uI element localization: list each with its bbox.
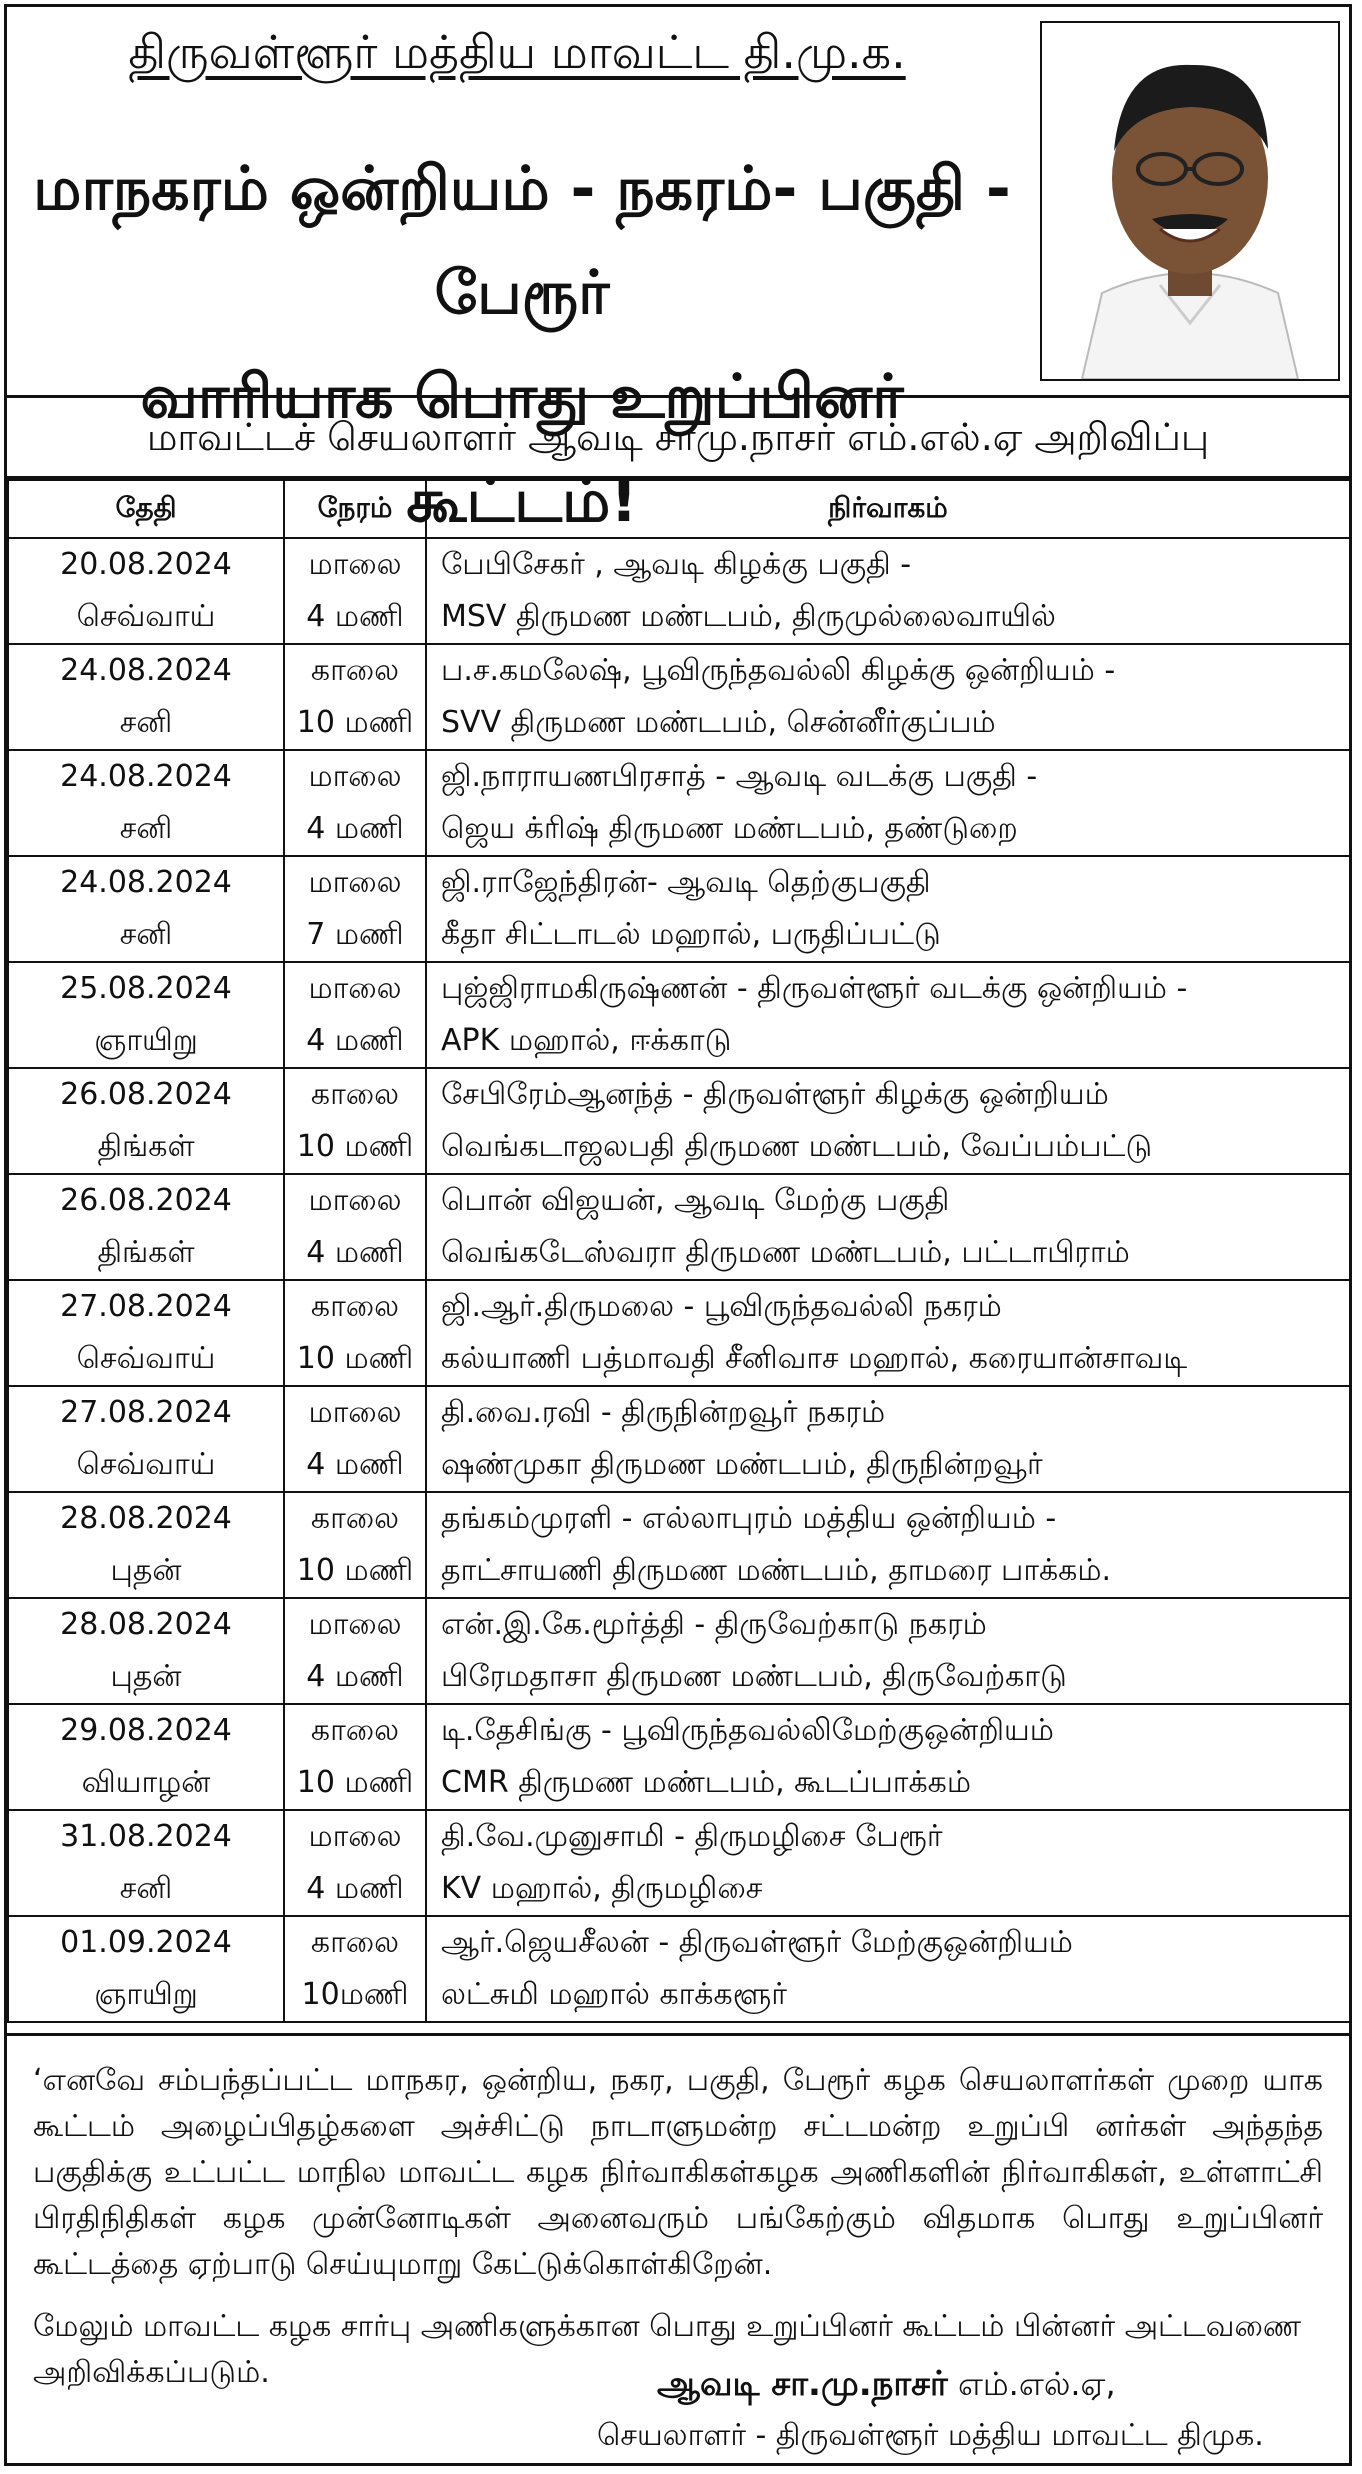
admin-cell: [426, 1492, 1350, 1598]
followup-paragraph: மேலும் மாவட்ட கழக சார்பு அணிகளுக்கான பொது உறுப்பினர் கூட்டம் பின்னர் அட்டவணை அறிவிக்கப்படும்.: [33, 2309, 1302, 2390]
admin-name: சேபிரேம்ஆனந்த் - திருவள்ளூர் கிழக்கு ஒன்றியம்: [441, 1077, 1109, 1112]
day: ஞாயிறு: [94, 1023, 198, 1058]
date-cell: [8, 1492, 284, 1598]
venue: APK மஹால், ஈக்காடு: [441, 1023, 732, 1058]
date: 28.08.2024: [60, 1501, 232, 1536]
venue: லட்சுமி மஹால் காக்களூர்: [441, 1977, 787, 2012]
admin-name: தங்கம்முரளி - எல்லாபுரம் மத்திய ஒன்றியம் -: [441, 1501, 1057, 1536]
admin-name: ஜி.ஆர்.திருமலை - பூவிருந்தவல்லி நகரம்: [441, 1289, 1002, 1324]
session: காலை: [310, 653, 400, 688]
date: 26.08.2024: [60, 1183, 232, 1218]
session: மாலை: [308, 1607, 402, 1642]
table-row: [8, 1068, 1350, 1174]
headline-line-1: மாநகரம் ஒன்றியம் - நகரம்- பகுதி - பேரூர்: [33, 154, 1011, 328]
time-cell: [284, 856, 426, 962]
schedule-table: [7, 479, 1351, 2023]
table-row: [8, 538, 1350, 644]
time: 4 மணி: [306, 1235, 404, 1270]
table-row: [8, 856, 1350, 962]
time-cell: [284, 538, 426, 644]
session: மாலை: [308, 1395, 402, 1430]
date-cell: [8, 1704, 284, 1810]
admin-name: ஜி.நாராயணபிரசாத் - ஆவடி வடக்கு பகுதி -: [441, 759, 1038, 794]
day: செவ்வாய்: [76, 599, 216, 634]
session: காலை: [310, 1077, 400, 1112]
venue: CMR திருமண மண்டபம், கூடப்பாக்கம்: [441, 1765, 971, 1800]
table-row: [8, 1280, 1350, 1386]
portrait-illustration: [1042, 23, 1338, 379]
day: செவ்வாய்: [76, 1447, 216, 1482]
day: புதன்: [110, 1659, 182, 1694]
time-cell: [284, 1174, 426, 1280]
date: 26.08.2024: [60, 1077, 232, 1112]
time: 10 மணி: [296, 1129, 414, 1164]
admin-cell: [426, 1068, 1350, 1174]
admin-cell: [426, 1280, 1350, 1386]
date-cell: [8, 1068, 284, 1174]
day: ஞாயிறு: [94, 1977, 198, 2012]
time: 10 மணி: [296, 1341, 414, 1376]
time: 4 மணி: [306, 1659, 404, 1694]
day: சனி: [119, 811, 173, 846]
notice-footer: [7, 2033, 1349, 2466]
date-cell: [8, 1916, 284, 2022]
admin-cell: [426, 750, 1350, 856]
table-row: [8, 1916, 1350, 2022]
time: 4 மணி: [306, 811, 404, 846]
admin-name: ப.ச.கமலேஷ், பூவிருந்தவல்லி கிழக்கு ஒன்றியம் -: [441, 653, 1116, 688]
date: 01.09.2024: [60, 1925, 232, 1960]
signature-suffix: எம்.எல்.ஏ,: [957, 2365, 1116, 2403]
day: சனி: [119, 705, 173, 740]
time-cell: [284, 644, 426, 750]
table-row: [8, 644, 1350, 750]
admin-name: தி.வே.முனுசாமி - திருமழிசை பேரூர்: [441, 1819, 943, 1854]
venue: KV மஹால், திருமழிசை: [441, 1871, 763, 1906]
time: 10 மணி: [296, 705, 414, 740]
venue: கல்யாணி பத்மாவதி சீனிவாச மஹால், கரையான்சாவடி: [441, 1341, 1188, 1376]
date: 20.08.2024: [60, 547, 232, 582]
admin-name: பேபிசேகர் , ஆவடி கிழக்கு பகுதி -: [441, 547, 912, 582]
admin-cell: [426, 1916, 1350, 2022]
time: 4 மணி: [306, 1871, 404, 1906]
table-row: [8, 1174, 1350, 1280]
session: மாலை: [308, 971, 402, 1006]
column-header-administration: நிர்வாகம்: [426, 480, 1350, 538]
admin-cell: [426, 1704, 1350, 1810]
session: மாலை: [308, 1819, 402, 1854]
session: காலை: [310, 1501, 400, 1536]
time: 10 மணி: [296, 1765, 414, 1800]
date: 31.08.2024: [60, 1819, 232, 1854]
day: வியாழன்: [81, 1765, 211, 1800]
date-cell: [8, 644, 284, 750]
table-row: [8, 1810, 1350, 1916]
date-cell: [8, 1386, 284, 1492]
table-row: [8, 1386, 1350, 1492]
session: காலை: [310, 1713, 400, 1748]
admin-cell: [426, 1386, 1350, 1492]
time-cell: [284, 1280, 426, 1386]
admin-cell: [426, 1598, 1350, 1704]
day: புதன்: [110, 1553, 182, 1588]
date: 29.08.2024: [60, 1713, 232, 1748]
time: 7 மணி: [306, 917, 404, 952]
column-header-date: தேதி: [8, 480, 284, 538]
date-cell: [8, 1280, 284, 1386]
admin-cell: [426, 644, 1350, 750]
column-header-time: நேரம்: [284, 480, 426, 538]
time-cell: [284, 750, 426, 856]
admin-name: ஆர்.ஜெயசீலன் - திருவள்ளூர் மேற்குஒன்றியம்: [441, 1925, 1073, 1960]
date: 24.08.2024: [60, 759, 232, 794]
venue: கீதா சிட்டாடல் மஹால், பருதிப்பட்டு: [441, 917, 941, 952]
signature-title: செயலாளர் - திருவள்ளூர் மத்திய மாவட்ட திமுக.: [597, 2418, 1264, 2453]
date-cell: [8, 856, 284, 962]
time-cell: [284, 1810, 426, 1916]
venue: பிரேமதாசா திருமண மண்டபம், திருவேற்காடு: [441, 1659, 1067, 1694]
time: 10 மணி: [296, 1553, 414, 1588]
announcement-bar: மாவட்டச் செயலாளர் ஆவடி சாமு.நாசர் எம்.எல்.ஏ அறிவிப்பு: [7, 398, 1349, 479]
time-cell: [284, 1598, 426, 1704]
time: 4 மணி: [306, 1023, 404, 1058]
admin-cell: [426, 856, 1350, 962]
day: திங்கள்: [97, 1129, 195, 1164]
time: 4 மணி: [306, 599, 404, 634]
date-cell: [8, 962, 284, 1068]
admin-cell: [426, 1174, 1350, 1280]
venue: MSV திருமண மண்டபம், திருமுல்லைவாயில்: [441, 599, 1056, 634]
session: மாலை: [308, 547, 402, 582]
time-cell: [284, 1386, 426, 1492]
session: காலை: [310, 1289, 400, 1324]
admin-name: என்.இ.கே.மூர்த்தி - திருவேற்காடு நகரம்: [441, 1607, 987, 1642]
venue: வெங்கடாஜலபதி திருமண மண்டபம், வேப்பம்பட்டு: [441, 1129, 1153, 1164]
signature-line: [657, 2364, 1116, 2408]
session: காலை: [310, 1925, 400, 1960]
date: 24.08.2024: [60, 865, 232, 900]
date: 24.08.2024: [60, 653, 232, 688]
admin-cell: [426, 1810, 1350, 1916]
venue: ஜெய க்ரிஷ் திருமண மண்டபம், தண்டுறை: [441, 811, 1018, 846]
venue: தாட்சாயணி திருமண மண்டபம், தாமரை பாக்கம்.: [441, 1553, 1112, 1588]
time-cell: [284, 1916, 426, 2022]
time: 10மணி: [301, 1977, 409, 2012]
admin-name: ஜி.ராஜேந்திரன்- ஆவடி தெற்குபகுதி: [441, 865, 931, 900]
day: சனி: [119, 1871, 173, 1906]
day: செவ்வாய்: [76, 1341, 216, 1376]
admin-name: டி.தேசிங்கு - பூவிருந்தவல்லிமேற்குஒன்றியம்: [441, 1713, 1054, 1748]
session: மாலை: [308, 1183, 402, 1218]
session: மாலை: [308, 759, 402, 794]
date: 28.08.2024: [60, 1607, 232, 1642]
day: சனி: [119, 917, 173, 952]
table-row: [8, 750, 1350, 856]
date-cell: [8, 750, 284, 856]
admin-name: பொன் விஜயன், ஆவடி மேற்கு பகுதி: [441, 1183, 950, 1218]
day: திங்கள்: [97, 1235, 195, 1270]
session: மாலை: [308, 865, 402, 900]
request-paragraph: ‘எனவே சம்பந்தப்பட்ட மாநகர, ஒன்றிய, நகர, பகுதி, பேரூர் கழக செயலாளர்கள் முறை யாக கூட்டம் அழைப்பிதழ்களை அச்சிட்டு நாடாளுமன்ற சட்டமன்ற உறுப்பி னர்கள் அந்தந்த பகுதிக்கு உட்பட்ட மாநில மாவட்ட கழக நிர்வாகிகள்கழக அணிகளின் நிர்வாகிகள், உள்ளாட்சி பிரதிநிதிகள் கழக முன்னோடிகள் அனைவரும் பங்கேற்கும் விதமாக பொது உறுப்பினர் கூட்டத்தை ஏற்பாடு செய்யுமாறு கேட்டுக்கொள்கிறேன்.: [33, 2063, 1323, 2282]
table-header-row: [8, 480, 1350, 538]
table-row: [8, 962, 1350, 1068]
admin-name: தி.வை.ரவி - திருநின்றவூர் நகரம்: [441, 1395, 886, 1430]
time-cell: [284, 1704, 426, 1810]
date: 27.08.2024: [60, 1395, 232, 1430]
notice-sheet: [4, 4, 1352, 2466]
headline-line-2: வாரியாக பொது உறுப்பினர் கூட்டம்!: [140, 362, 904, 536]
time-cell: [284, 1492, 426, 1598]
table-row: [8, 1704, 1350, 1810]
signature-name: ஆவடி சா.மு.நாசர்: [657, 2364, 948, 2404]
venue: SVV திருமண மண்டபம், சென்னீர்குப்பம்: [441, 705, 996, 740]
venue: ஷண்முகா திருமண மண்டபம், திருநின்றவூர்: [441, 1447, 1043, 1482]
portrait-photo: [1040, 21, 1340, 381]
table-row: [8, 1598, 1350, 1704]
time-cell: [284, 1068, 426, 1174]
admin-name: புஜ்ஜிராமகிருஷ்ணன் - திருவள்ளூர் வடக்கு ஒன்றியம் -: [441, 971, 1188, 1006]
time-cell: [284, 962, 426, 1068]
admin-cell: [426, 962, 1350, 1068]
date-cell: [8, 1598, 284, 1704]
date: 27.08.2024: [60, 1289, 232, 1324]
org-title: திருவள்ளூர் மத்திய மாவட்ட தி.மு.க.: [128, 25, 906, 79]
date-cell: [8, 1174, 284, 1280]
time: 4 மணி: [306, 1447, 404, 1482]
date-cell: [8, 538, 284, 644]
admin-cell: [426, 538, 1350, 644]
date: 25.08.2024: [60, 971, 232, 1006]
table-row: [8, 1492, 1350, 1598]
venue: வெங்கடேஸ்வரா திருமண மண்டபம், பட்டாபிராம்: [441, 1235, 1130, 1270]
date-cell: [8, 1810, 284, 1916]
